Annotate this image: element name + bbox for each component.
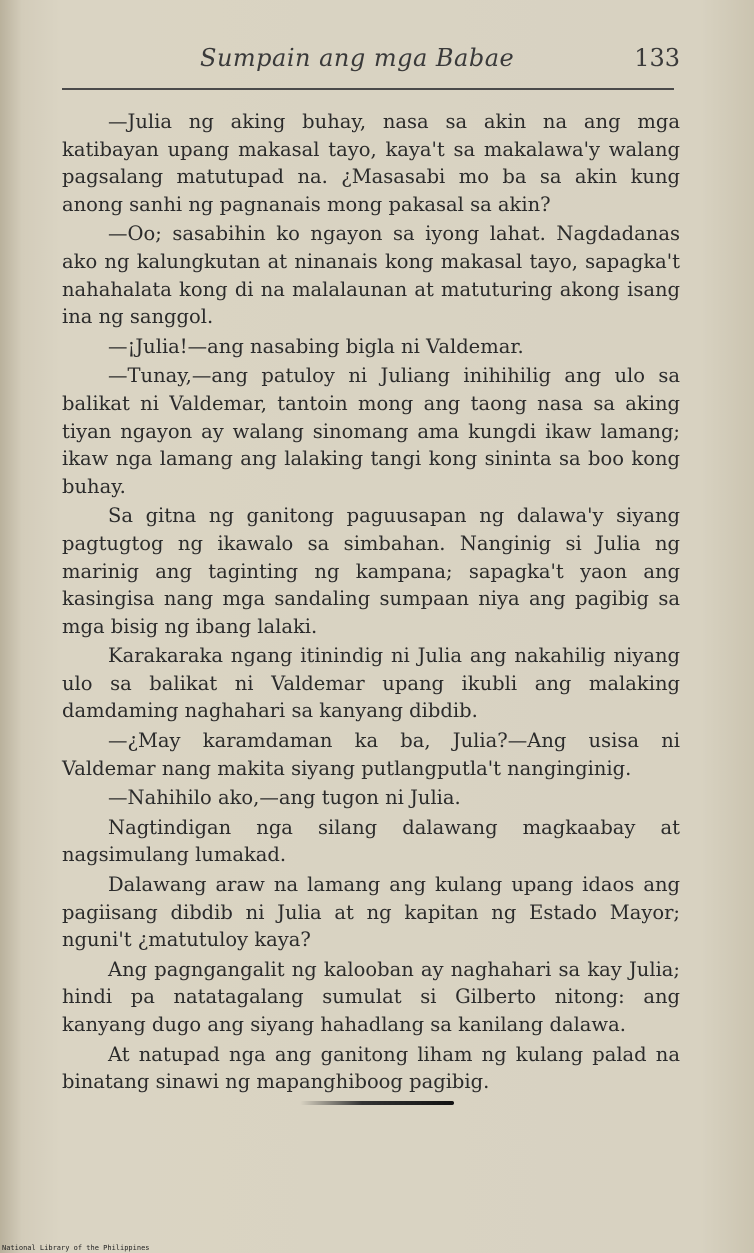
footer-credit: National Library of the Philippines <box>2 1244 150 1252</box>
body-text <box>62 108 680 1098</box>
paragraph: —¿May karamdaman ka ba, Julia?—Ang usisa ni Valdemar nang makita siyang putlangputla't nanginginig. <box>62 729 680 780</box>
page-header <box>60 44 680 78</box>
page-number: 133 <box>634 44 680 72</box>
paragraph: Sa gitna ng ganitong paguusapan ng dalawa'y siyang pagtugtog ng ikawalo sa simbahan. Nanginig si Julia ng marinig ang taginting ng kampana; sapagka't yaon ang kasingisa nang mga sandaling sumpaan niya ang pagibig sa mga bisig ng ibang lalaki. <box>62 504 680 638</box>
paragraph: —Tunay,—ang patuloy ni Juliang inihihilig ang ulo sa balikat ni Valdemar, tantoin mong ang taong nasa sa aking tiyan ngayon ay walang sinomang ama kungdi ikaw lamang; ikaw nga lamang ang lalaking tangi kong sininta sa boo kong buhay. <box>62 364 680 498</box>
paragraph: Karakaraka ngang itinindig ni Julia ang nakahilig niyang ulo sa balikat ni Valdemar upang ikubli ang malaking damdaming naghahari sa kanyang dibdib. <box>62 644 680 723</box>
header-rule <box>62 88 674 90</box>
paragraph: —Oo; sasabihin ko ngayon sa iyong lahat. Nagdadanas ako ng kalungkutan at ninanais kong makasal tayo, sapagka't nahahalata kong di na malalaunan at matuturing akong isang ina ng sanggol. <box>62 222 680 329</box>
paragraph: At natupad nga ang ganitong liham ng kulang palad na binatang sinawi ng mapanghiboog pagibig. <box>62 1042 680 1094</box>
paragraph: —Nahihilo ako,—ang tugon ni Julia. <box>108 786 461 810</box>
paragraph: —¡Julia!—ang nasabing bigla ni Valdemar. <box>108 334 524 358</box>
end-ornament-rule <box>300 1101 454 1105</box>
paragraph: —Julia ng aking buhay, nasa sa akin na ang mga katibayan upang makasal tayo, kaya't sa makalawa'y walang pagsalang matutupad na. ¿Masasabi mo ba sa akin kung anong sanhi ng pagnanais mong pakasal sa akin? <box>62 110 680 216</box>
paragraph: Dalawang araw na lamang ang kulang upang idaos ang pagiisang dibdib ni Julia at ng kapitan ng Estado Mayor; nguni't ¿matutuloy kaya? <box>62 873 680 952</box>
paragraph: Ang pagngangalit ng kalooban ay naghahari sa kay Julia; hindi pa natatagalang sumulat si Gilberto nitong: ang kanyang dugo ang siyang hahadlang sa kanilang dalawa. <box>62 957 680 1036</box>
paragraph: Nagtindigan nga silang dalawang magkaabay at nagsimulang lumakad. <box>62 815 680 867</box>
running-title: Sumpain ang mga Babae <box>200 44 515 72</box>
